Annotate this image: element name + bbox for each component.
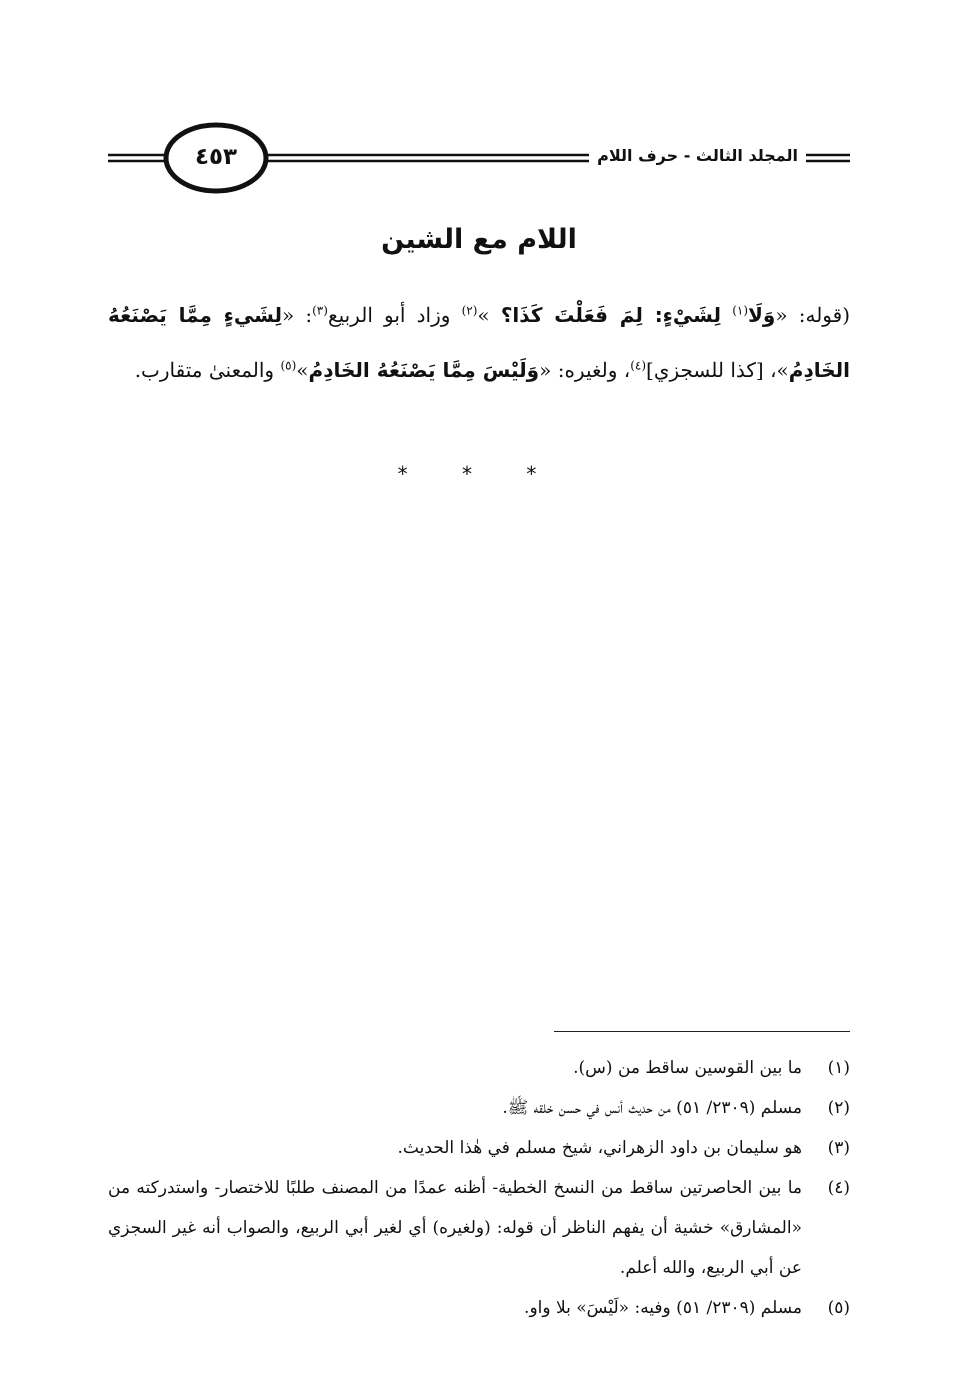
- footnote-number: (٤): [827, 1178, 850, 1198]
- text-segment: [721, 303, 732, 327]
- footnote-number: (٣): [827, 1138, 850, 1158]
- hadith-quote: لِشَيْءٍ: لِمَ فَعَلْتَ كَذَا؟: [500, 303, 722, 327]
- footnote-text: مسلم (٢٣٠٩/ ٥١) من حديث أنس في حسن خلقه ﷺ.: [502, 1098, 802, 1118]
- hadith-quote: وَلَيْسَ مِمَّا يَصْنَعُهُ الخَادِمُ: [308, 358, 540, 382]
- text-segment: ، ولغيره: «: [539, 358, 631, 382]
- text-segment: »، [كذا للسجزي]: [646, 358, 789, 382]
- footnote: [108, 1088, 850, 1128]
- text-segment: : «: [281, 303, 313, 327]
- footnote-text: ما بين القوسين ساقط من (س).: [573, 1058, 802, 1078]
- footnote-text: مسلم (٢٣٠٩/ ٥١) وفيه: «لَيْسَ» بلا واو.: [524, 1298, 802, 1318]
- footnotes-list: [108, 1048, 850, 1328]
- text-segment: »: [477, 303, 501, 327]
- hadith-quote: لِشَيءٍ مِمَّا يَصْنَعُهُ الخَادِمُ: [108, 303, 850, 382]
- footnote: [108, 1048, 850, 1088]
- text-segment: وزاد أبو الربيع: [327, 303, 462, 327]
- footnote-number: (١): [827, 1058, 850, 1078]
- section-title: اللام مع الشين: [381, 224, 577, 255]
- running-title: المجلد الثالث - حرف اللام: [589, 142, 806, 170]
- text-segment: (قوله: «: [775, 303, 850, 327]
- footnote-text: هو سليمان بن داود الزهراني، شيخ مسلم في هٰذا الحديث.: [397, 1138, 802, 1158]
- body-paragraph: [108, 288, 850, 398]
- hadith-quote: وَلَا: [748, 303, 776, 327]
- section-separator: * * *: [397, 462, 561, 486]
- footnote: [108, 1288, 850, 1328]
- page-number: ٤٥٣: [194, 144, 238, 170]
- footnote-ref: (٥): [280, 358, 297, 373]
- footnote: [108, 1168, 850, 1288]
- footnote: [108, 1128, 850, 1168]
- footnote-number: (٥): [827, 1298, 850, 1318]
- text-segment: »: [296, 358, 309, 382]
- footnote-text: ما بين الحاصرتين ساقط من النسخ الخطية- أظنه عمدًا من المصنف طلبًا للاختصار- واستدركته من «المشارق» خشية أن يفهم الناظر أن قوله: (ولغيره) أي لغير أبي الربيع، والصواب أنه غير السجزي عن أبي الربيع، والله أعلم.: [108, 1178, 802, 1278]
- footnote-divider: [554, 1031, 850, 1032]
- footnote-number: (٢): [827, 1098, 850, 1118]
- footnote-ref: (٤): [630, 358, 647, 373]
- footnote-ref: (٢): [461, 303, 478, 318]
- footnote-ref: (١): [732, 303, 749, 318]
- page-header: [108, 118, 850, 198]
- footnote-ref: (٣): [312, 303, 328, 318]
- text-segment: والمعنىٰ متقارب.: [134, 358, 281, 382]
